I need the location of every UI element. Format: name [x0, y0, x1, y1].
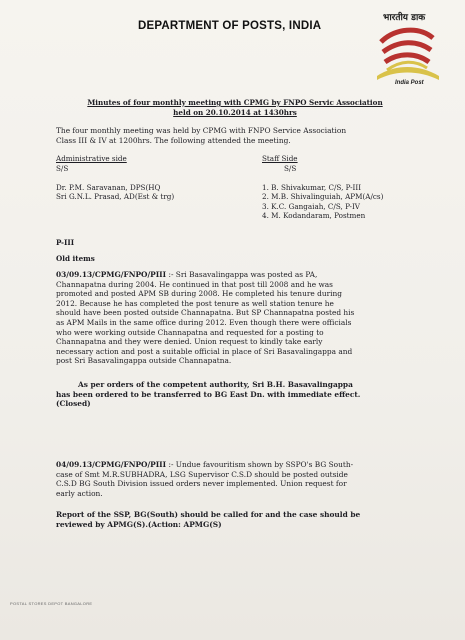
order-line: (Closed): [56, 399, 91, 409]
footer-stamp: POSTAL STORES DEPOT BANGALORE: [10, 601, 93, 606]
admin-side-block: [56, 154, 226, 202]
india-post-logo: [373, 10, 445, 92]
logo-hindi-text: भारतीय डाक: [383, 13, 426, 23]
order-line: has been ordered to be transferred to BG East Dn. with immediate effect.: [56, 389, 361, 399]
item-1-line: :- Sri Basavalingappa was posted as PA,: [168, 270, 318, 279]
staff-member: 2. M.B. Shivalinguiah, APM(A/cs): [262, 192, 384, 202]
intro-line1: The four monthly meeting was held by CPMG with FNPO Service Association: [56, 126, 347, 135]
minutes-title-line2: held on 20.10.2014 at 1430hrs: [173, 107, 297, 117]
item-1-line: promoted and posted APM SB during 2008. He completed his tenure during: [56, 289, 342, 299]
intro-line2: Class III & IV at 1200hrs. The following attended the meeting.: [56, 135, 291, 145]
minutes-title: [40, 98, 430, 117]
item-2-line: case of Smt M.R.SUBHADRA, LSG Supervisor C.S.D should be posted outside: [56, 469, 348, 479]
staff-member: 3. K.C. Gangaiah, C/S, P-IV: [262, 201, 360, 211]
item-2-line: :- Undue favouritism shown by SSPO's BG South-: [168, 460, 354, 469]
item-1-reference: 03/09.13/CPMG/FNPO/PIII: [56, 270, 167, 279]
item-1-line: Channapatna and they were denied. Union request to kindly take early: [56, 337, 323, 347]
item-1-line: as APM Mails in the same office during 2012. Even though there were officials: [56, 317, 352, 327]
report-line: reviewed by APMG(S).(Action: APMG(S): [56, 519, 222, 529]
order-line: As per orders of the competent authority, Sri B.H. Basavalingappa: [78, 380, 353, 389]
item-2-reference: 04/09.13/CPMG/FNPO/PIII: [56, 460, 167, 469]
admin-member: Sri G.N.L. Prasad, AD(Est & trg): [56, 192, 175, 202]
staff-member: 4. M. Kodandaram, Postmen: [262, 211, 366, 221]
section-heading-p3: P-III: [56, 238, 75, 247]
item-1-paragraph: [56, 270, 414, 366]
admin-side-signature: S/S: [56, 164, 69, 174]
item-1-line: should have been posted outside Channapatna. But SP Channapatna posted his: [56, 308, 355, 318]
report-paragraph: [56, 510, 414, 529]
report-line: Report of the SSP, BG(South) should be called for and the case should be: [56, 510, 361, 519]
staff-member: 1. B. Shivakumar, C/S, P-III: [262, 182, 362, 192]
item-2-paragraph: [56, 460, 414, 498]
intro-paragraph: [56, 126, 414, 145]
minutes-title-line1: Minutes of four monthly meeting with CPMG by FNPO Servic Association: [87, 98, 383, 107]
staff-side-heading: Staff Side: [262, 154, 298, 163]
admin-side-heading: Administrative side: [56, 154, 127, 163]
admin-member: Dr. P.M. Saravanan, DPS(HQ: [56, 182, 161, 192]
item-1-line: Channapatna during 2004. He continued in that post till 2008 and he was: [56, 279, 333, 289]
item-1-line: necessary action and post a suitable official in place of Sri Basavalingappa and: [56, 346, 353, 356]
item-2-line: early action.: [56, 488, 103, 498]
logo-caption: India Post: [395, 80, 424, 86]
item-2-line: C.S.D BG South Division issued orders never implemented. Union request for: [56, 479, 347, 489]
item-1-line: 2012. Because he has completed the post tenure as well station tenure he: [56, 298, 334, 308]
item-1-order: [56, 380, 414, 409]
item-1-line: post Sri Basavalingappa outside Channapatna.: [56, 356, 232, 366]
old-items-heading: Old items: [56, 254, 95, 263]
department-heading: DEPARTMENT OF POSTS, INDIA: [138, 20, 322, 32]
staff-side-block: [262, 154, 432, 220]
staff-side-signature: S/S: [284, 164, 297, 174]
item-1-line: who were working outside Channapatna and requested for a posting to: [56, 327, 324, 337]
